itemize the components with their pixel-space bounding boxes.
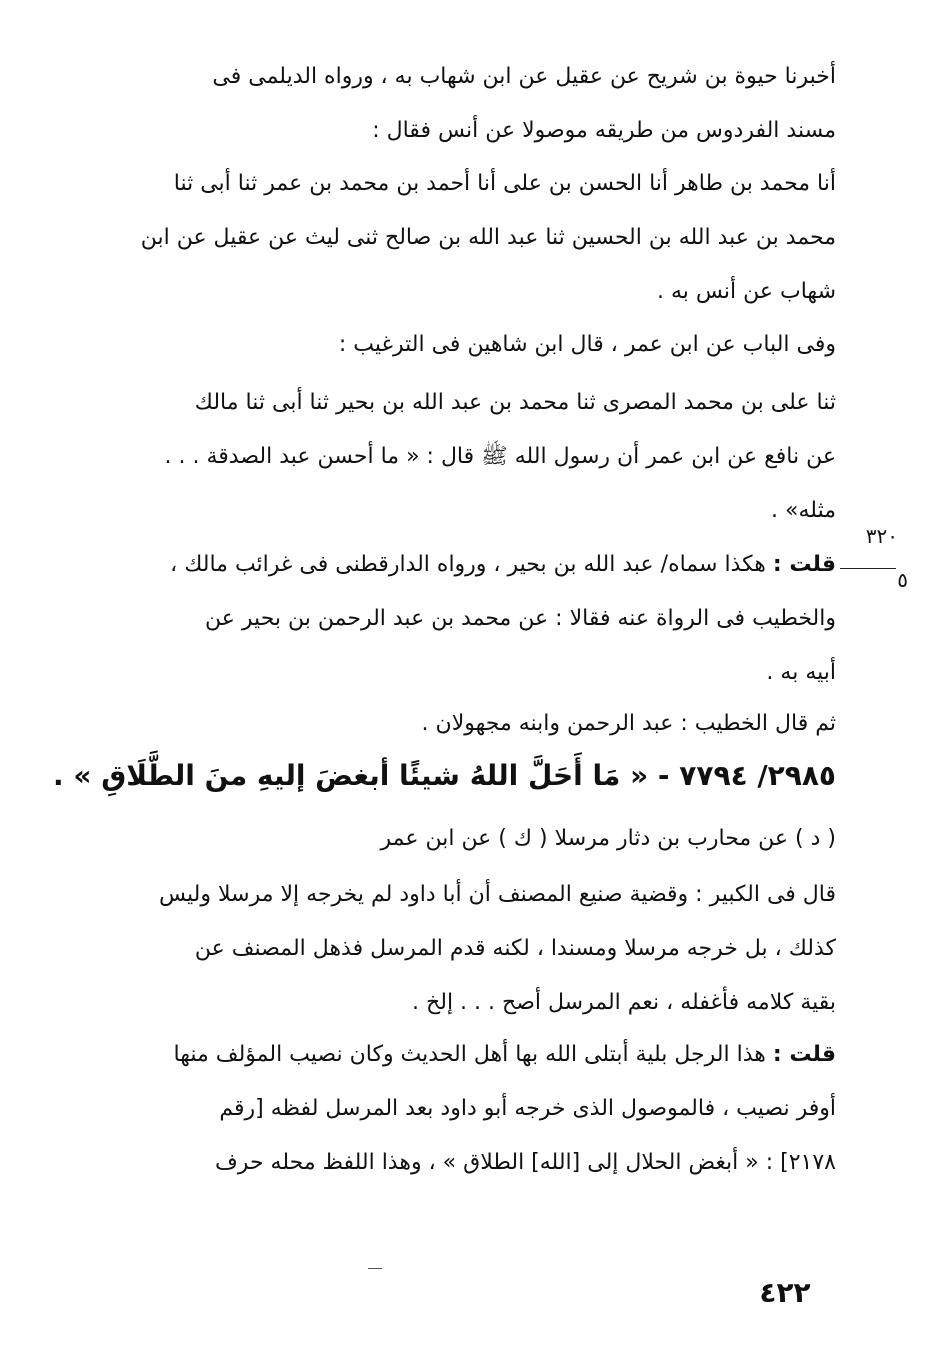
- footer-mark: [368, 1268, 382, 1269]
- text-line: بقية كلامه فأغفله ، نعم المرسل أصح . . . إلخ .: [412, 990, 836, 1015]
- text-line: ( د ) عن محارب بن دثار مرسلا ( ك ) عن ابن عمر: [380, 826, 836, 851]
- text-line: ثنا على بن محمد المصرى ثنا محمد بن عبد الله بن بحير ثنا أبى ثنا مالك: [194, 390, 836, 415]
- text-line: أنا محمد بن طاهر أنا الحسن بن على أنا أحمد بن محمد بن عمر ثنا أبى ثنا: [173, 171, 836, 196]
- paragraph-8: [118, 868, 836, 1030]
- text-segment: هذا الرجل بلية أبتلى الله بها أهل الحديث وكان نصيب المؤلف منها: [173, 1042, 766, 1067]
- hadith-heading: [52, 746, 836, 806]
- text-line: ٢١٧٨] : « أبغض الحلال إلى [الله] الطلاق » ، وهذا اللفظ محله حرف: [215, 1150, 836, 1175]
- text-line: ثم قال الخطيب : عبد الرحمن وابنه مجهولان .: [421, 711, 836, 736]
- margin-sub-number: ٥: [897, 568, 908, 592]
- lead-word: قلت :: [772, 1042, 836, 1067]
- text-line: شهاب عن أنس به .: [656, 279, 836, 304]
- text-line: مثله» .: [771, 498, 836, 523]
- paragraph-9: [118, 1028, 836, 1190]
- source-line: [118, 812, 836, 866]
- hadith-text: ٢٩٨٥/ ٧٧٩٤ - « مَا أَحَلَّ اللهُ شيئًا أبغضَ إليهِ منَ الطَّلَاقِ » .: [52, 759, 836, 792]
- text-line: عن نافع عن ابن عمر أن رسول الله ﷺ قال : « ما أحسن عبد الصدقة . . .: [164, 444, 836, 469]
- text-line: والخطيب فى الرواة عنه فقالا : عن محمد بن عبد الرحمن بن بحير عن: [205, 606, 836, 631]
- text-segment: هكذا سماه/ عبد الله بن بحير ، ورواه الدارقطنى فى غرائب مالك ،: [170, 552, 766, 577]
- text-line: أخبرنا حيوة بن شريح عن عقيل عن ابن شهاب به ، ورواه الديلمى فى: [212, 64, 836, 89]
- text-line: محمد بن عبد الله بن الحسين ثنا عبد الله بن صالح ثنى ليث عن عقيل عن ابن: [140, 225, 836, 250]
- text-line: أوفر نصيب ، فالموصول الذى خرجه أبو داود بعد المرسل لفظه [رقم: [219, 1096, 836, 1121]
- lead-word: قلت :: [772, 552, 836, 577]
- paragraph-5: [118, 538, 836, 700]
- text-line: وفى الباب عن ابن عمر ، قال ابن شاهين فى الترغيب :: [338, 332, 836, 357]
- text-line: قال فى الكبير : وقضية صنيع المصنف أن أبا داود لم يخرجه إلا مرسلا وليس: [159, 882, 836, 907]
- paragraph-1: [118, 50, 836, 158]
- paragraph-4: [118, 376, 836, 538]
- text-line: مسند الفردوس من طريقه موصولا عن أنس فقال :: [372, 118, 836, 143]
- margin-line-number: ٣٢٠: [865, 524, 898, 548]
- paragraph-3: [118, 318, 836, 372]
- page-number: ٤٢٢: [759, 1276, 811, 1309]
- text-line: كذلك ، بل خرجه مرسلا ومسندا ، لكنه قدم المرسل فذهل المصنف عن: [194, 936, 836, 961]
- text-line: أبيه به .: [766, 660, 836, 685]
- text-line: [118, 1028, 836, 1082]
- paragraph-6: [118, 697, 836, 751]
- paragraph-2: [118, 157, 836, 319]
- text-line: [118, 538, 836, 592]
